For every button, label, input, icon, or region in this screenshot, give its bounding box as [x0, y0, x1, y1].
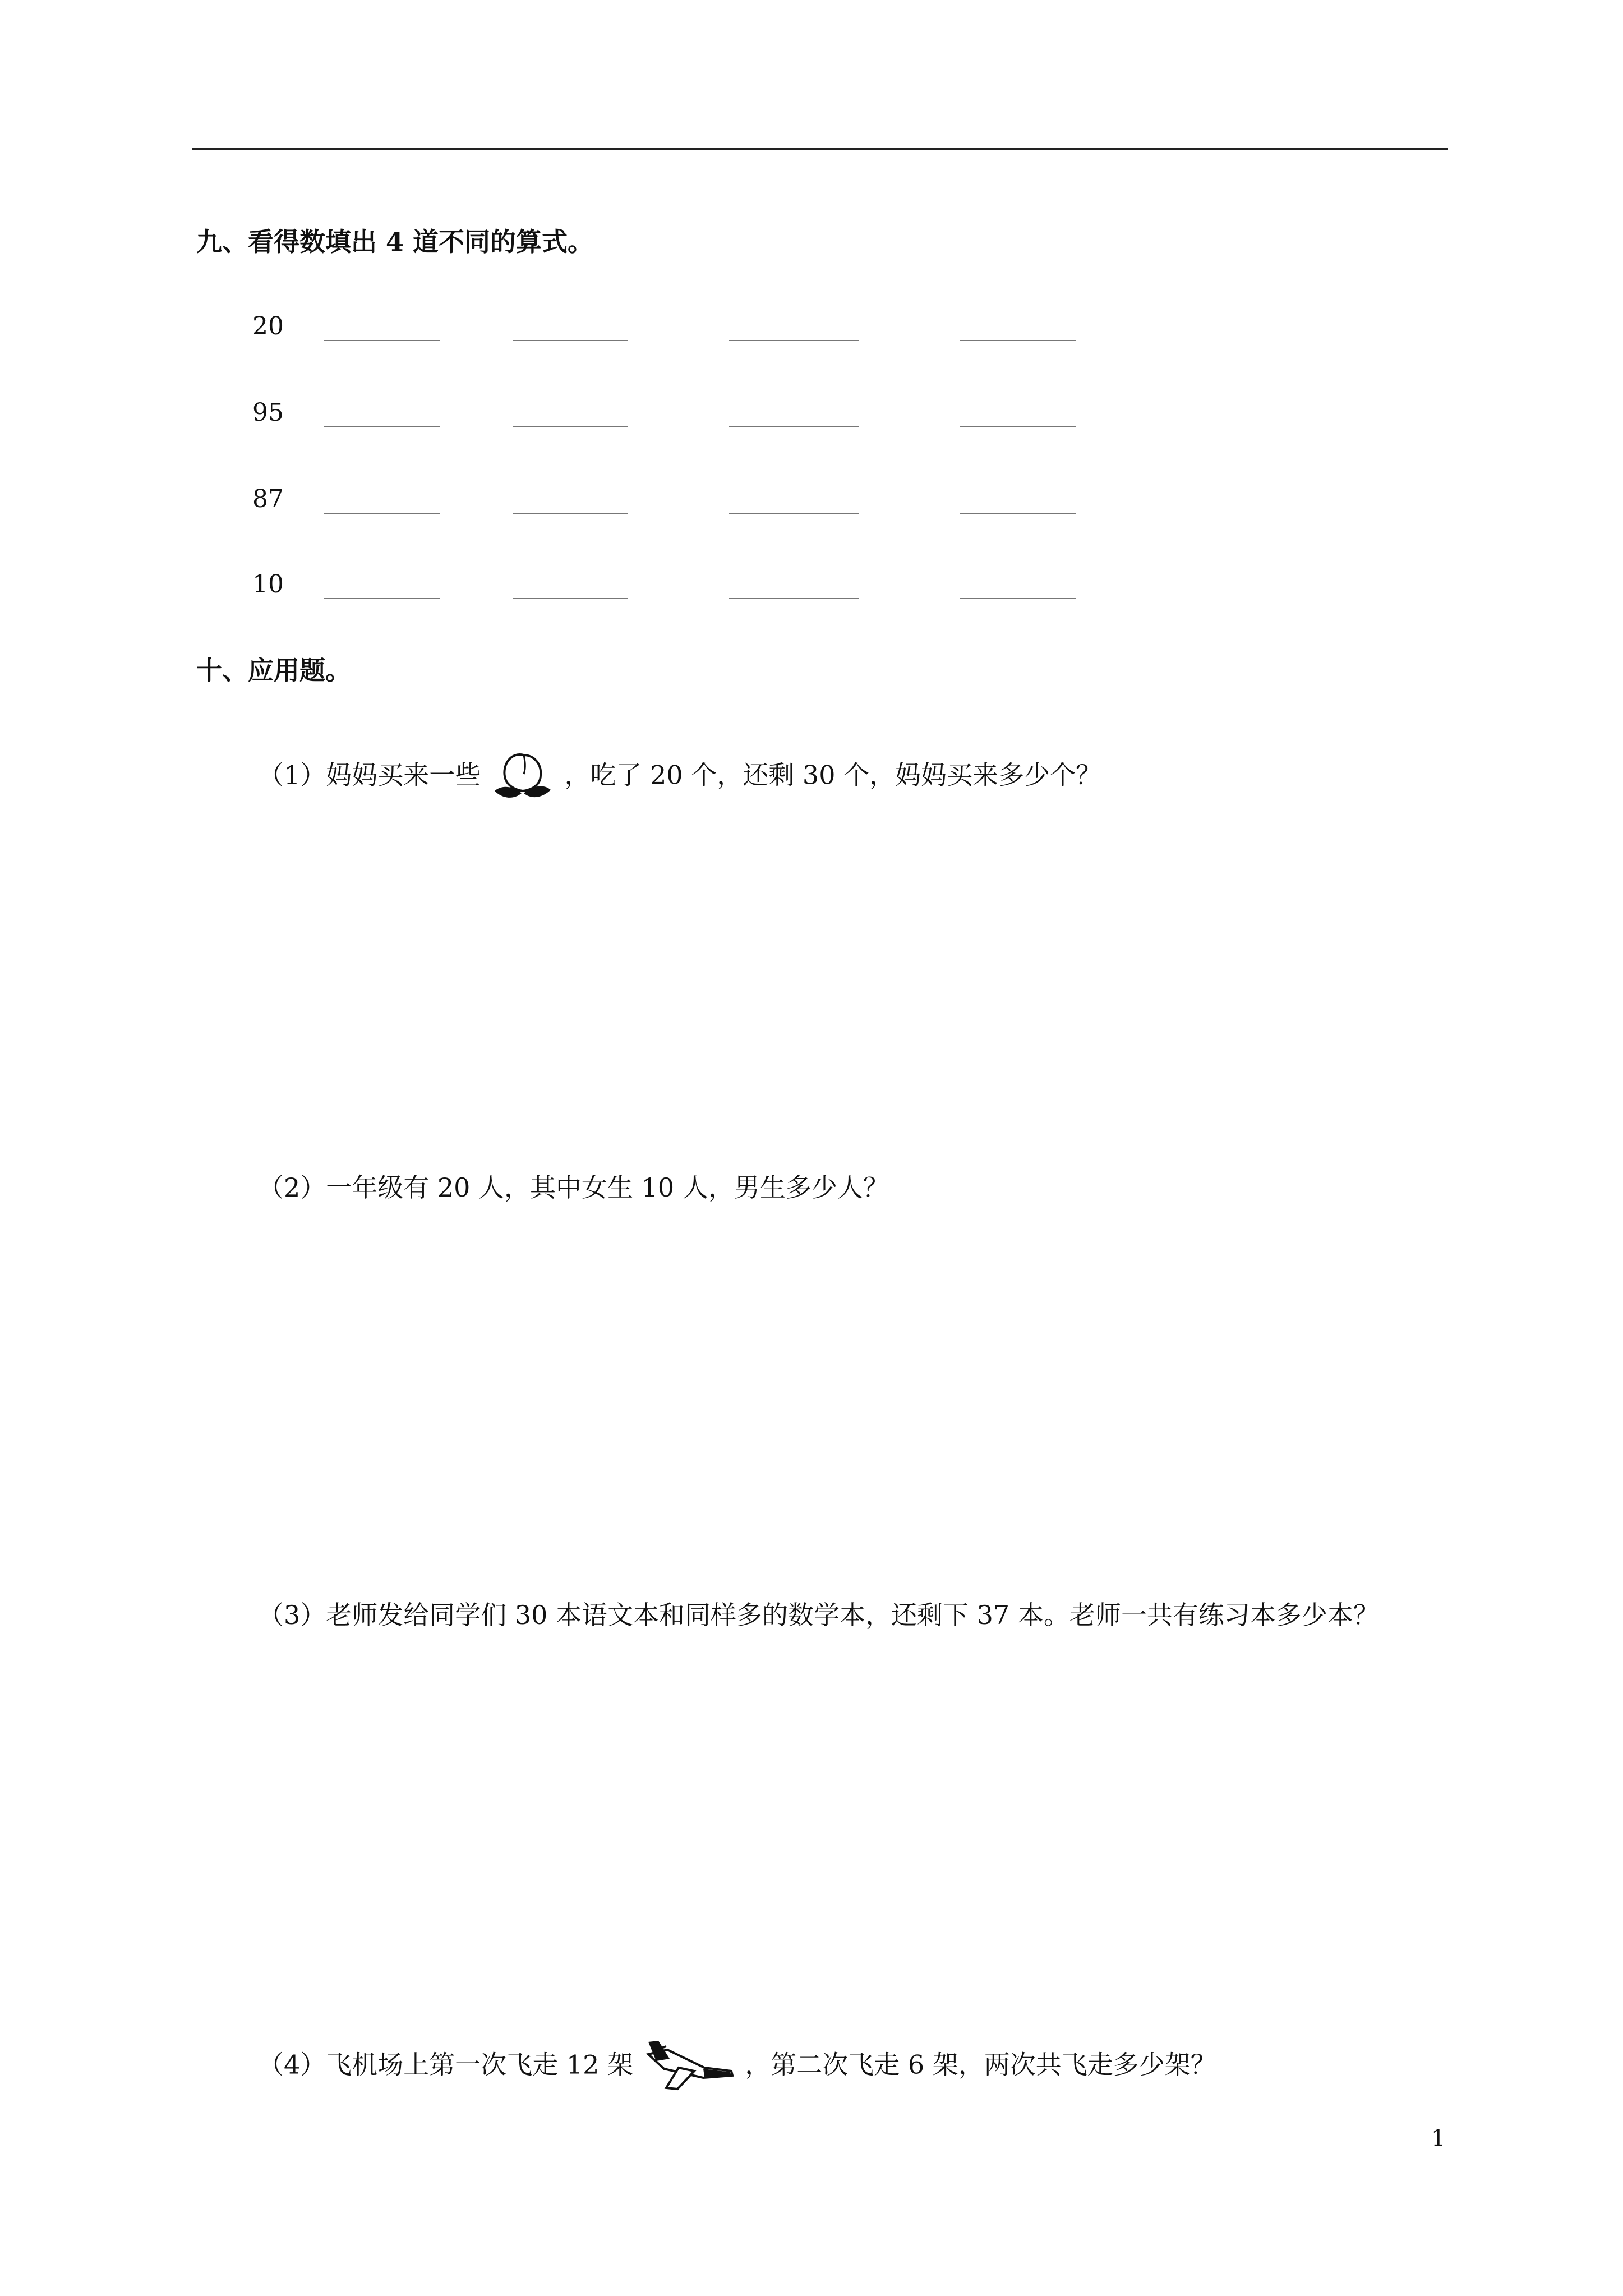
answer-blank[interactable]	[960, 340, 1076, 341]
answer-blank[interactable]	[960, 513, 1076, 514]
section-9-title: 九、看得数填出 4 道不同的算式。	[196, 227, 594, 257]
section-10-title: 十、应用题。	[196, 655, 351, 685]
question-4	[258, 2034, 1216, 2100]
answer-blank[interactable]	[729, 426, 859, 427]
answer-blank[interactable]	[729, 340, 859, 341]
answer-blank[interactable]	[324, 598, 440, 599]
answer-blank[interactable]	[324, 513, 440, 514]
answer-blank[interactable]	[513, 598, 628, 599]
answer-blank[interactable]	[960, 426, 1076, 427]
question-1-text-before: （1）妈妈买来一些	[258, 760, 481, 790]
answer-blank[interactable]	[960, 598, 1076, 599]
answer-blank[interactable]	[729, 598, 859, 599]
answer-blank[interactable]	[729, 513, 859, 514]
answer-blank[interactable]	[324, 426, 440, 427]
page-number: 1	[1431, 2125, 1446, 2151]
question-1-text-after: ，吃了 20 个，还剩 30 个，妈妈买来多少个？	[564, 760, 1102, 790]
answer-blank[interactable]	[513, 340, 628, 341]
question-2: （2）一年级有 20 人，其中女生 10 人，男生多少人？	[258, 1172, 889, 1203]
row-number-95: 95	[252, 398, 284, 427]
question-4-text-after: ，第二次飞走 6 架，两次共飞走多少架？	[745, 2049, 1216, 2080]
question-3: （3）老师发给同学们 30 本语文本和同样多的数学本，还剩下 37 本。老师一共有练习本多少本？	[258, 1600, 1379, 1630]
row-number-10: 10	[252, 570, 284, 599]
question-1	[258, 747, 1101, 807]
airplane-icon	[642, 2034, 737, 2100]
row-number-20: 20	[252, 312, 284, 341]
peach-icon	[489, 747, 556, 807]
row-number-87: 87	[252, 485, 284, 513]
answer-blank[interactable]	[513, 426, 628, 427]
header-rule	[192, 148, 1448, 150]
answer-blank[interactable]	[324, 340, 440, 341]
answer-blank[interactable]	[513, 513, 628, 514]
question-4-text-before: （4）飞机场上第一次飞走 12 架	[258, 2049, 634, 2080]
